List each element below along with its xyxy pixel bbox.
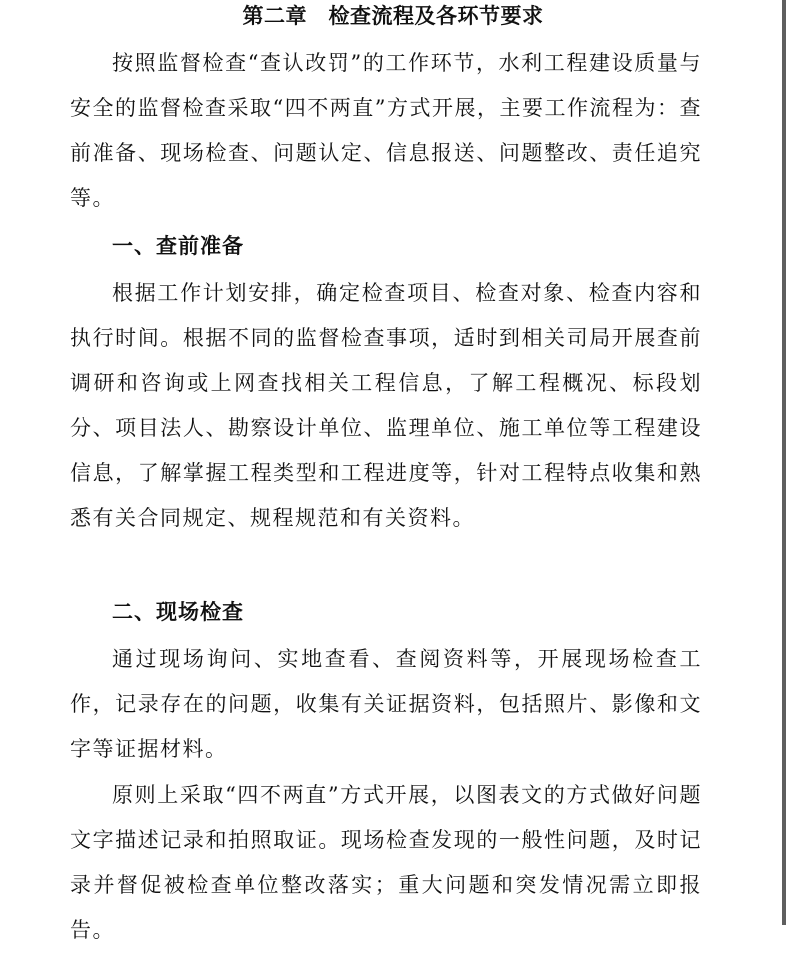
preparation-paragraph: 根据工作计划安排，确定检查项目、检查对象、检查内容和执行时间。根据不同的监督检查事项，适时到相关司局开展查前调研和咨询或上网查找相关工程信息，了解工程概况、标段划分、项目法人、勘察设计单位、监理单位、施工单位等工程建设信息，了解掌握工程类型和工程进度等，针对工程特点收集和熟悉有关合同规定、规程规范和有关资料。 — [70, 281, 702, 530]
section-heading-preparation: 一、查前准备 — [112, 234, 244, 258]
intro-paragraph: 按照监督检查“查认改罚”的工作环节，水利工程建设质量与安全的监督检查采取“四不两直”方式开展，主要工作流程为：查前准备、现场检查、问题认定、信息报送、问题整改、责任追究等。 — [70, 51, 702, 210]
onsite-inspection-paragraph: 通过现场询问、实地查看、查阅资料等，开展现场检查工作，记录存在的问题，收集有关证据资料，包括照片、影像和文字等证据材料。 — [70, 647, 702, 761]
section-heading-onsite-inspection: 二、现场检查 — [112, 600, 244, 624]
chapter-title: 第二章 检查流程及各环节要求 — [242, 4, 544, 28]
page-edge-border — [782, 0, 786, 925]
principle-paragraph: 原则上采取“四不两直”方式开展，以图表文的方式做好问题文字描述记录和拍照取证。现场检查发现的一般性问题，及时记录并督促被检查单位整改落实；重大问题和突发情况需立即报告。 — [70, 783, 702, 942]
